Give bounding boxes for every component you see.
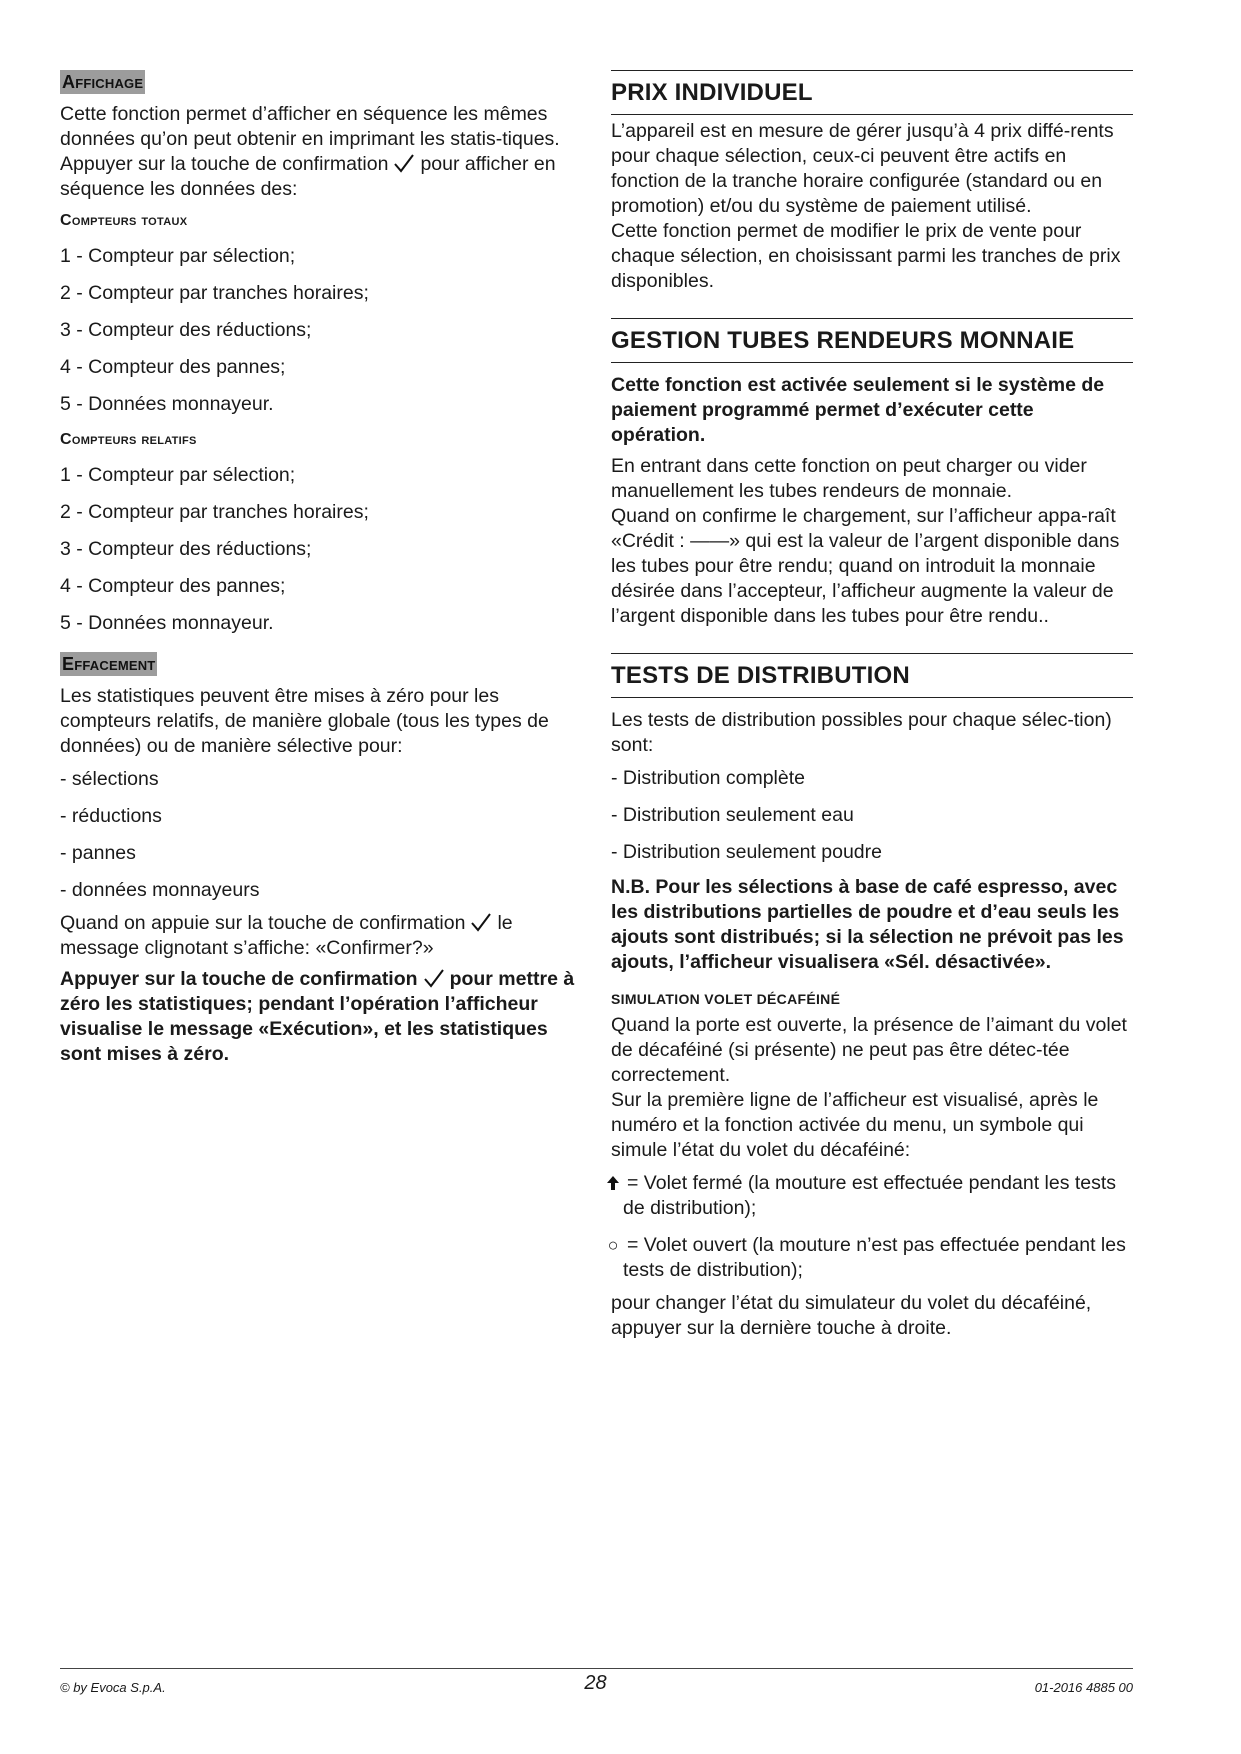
- tests-distribution-section: [607, 653, 1133, 1341]
- gestion-bold-note: Cette fonction est activée seulement si le système de paiement programmé permet d’exécuter cette opération.: [611, 374, 1105, 446]
- gestion-paragraph-2: Quand on confirme le chargement, sur l’afficheur appa-raît: [611, 505, 1116, 527]
- compteurs-totaux-heading: Compteurs totaux: [60, 212, 188, 229]
- list-item: 3 - Compteur des réductions;: [60, 538, 312, 560]
- affichage-heading: Affichage: [62, 72, 144, 92]
- compteurs-relatifs-list: [60, 463, 585, 636]
- list-item: - pannes: [60, 842, 136, 864]
- prix-individuel-title: PRIX INDIVIDUEL: [611, 71, 1133, 115]
- tests-intro: Les tests de distribution possibles pour chaque sélec-tion) sont:: [611, 709, 1112, 756]
- simulation-paragraph-1: Quand la porte est ouverte, la présence de l’aimant du volet de décaféiné (si présente) ne peut pas être détec-tée correctement.: [611, 1014, 1127, 1086]
- list-item: 1 - Compteur par sélection;: [60, 464, 296, 486]
- footer-doc-code: 01-2016 4885 00: [1034, 1680, 1133, 1695]
- effacement-bold-instruction: Appuyer sur la touche de confirmation pour mettre à zéro les statistiques; pendant l’opération l’afficheur visualise le message «Exécution», et les statistiques sont mises à zéro.: [60, 968, 575, 1065]
- tests-nb-note: N.B. Pour les sélections à base de café espresso, avec les distributions partielles de poudre et d’eau seuls les ajouts sont distribués; si la sélection ne prévoit pas les ajouts, l’afficheur visualisera «Sél. désactivée».: [611, 876, 1124, 973]
- list-item: - Distribution complète: [611, 767, 805, 789]
- simulation-paragraph-2: Sur la première ligne de l’afficheur est visualisé, après le numéro et la fonction activée du menu, un symbole qui simule l’état du volet du décaféiné:: [611, 1089, 1099, 1161]
- list-item: - données monnayeurs: [60, 879, 260, 901]
- page-number: 28: [584, 1672, 607, 1694]
- gestion-tubes-section: [611, 318, 1133, 629]
- effacement-list: [60, 767, 585, 903]
- volet-ferme-item: = Volet fermé (la mouture est effectuée pendant les tests de distribution);: [611, 1171, 1133, 1221]
- gestion-paragraph-1: En entrant dans cette fonction on peut charger ou vider manuellement les tubes rendeurs de monnaie.: [611, 455, 1087, 502]
- gestion-paragraph-3: «Crédit : ——» qui est la valeur de l’argent disponible dans les tubes pour être rendu; quand on introduit la monnaie désirée dans l’accepteur, l’afficheur augmente la valeur de l’argent disponible dans les tubes pour être rendu..: [611, 530, 1120, 627]
- affichage-instruction: Appuyer sur la touche de confirmation pour afficher en séquence les données des:: [60, 153, 556, 200]
- simulation-volet-heading: SIMULATION VOLET DÉCAFÉINÉ: [611, 991, 841, 1007]
- effacement-confirm-text: Quand on appuie sur la touche de confirmation le message clignotant s’affiche: «Confirmer?»: [60, 912, 513, 959]
- checkmark-icon: [392, 152, 416, 174]
- list-item: - sélections: [60, 768, 159, 790]
- list-item: 4 - Compteur des pannes;: [60, 575, 286, 597]
- affichage-intro: Cette fonction permet d’afficher en séquence les mêmes données qu’on peut obtenir en imprimant les statis-tiques.: [60, 103, 560, 150]
- footer-copyright: © by Evoca S.p.A.: [60, 1680, 166, 1695]
- compteurs-totaux-list: [60, 244, 585, 417]
- checkmark-icon: [422, 967, 446, 989]
- effacement-heading: Effacement: [62, 654, 156, 674]
- list-item: - Distribution seulement eau: [611, 804, 854, 826]
- effacement-intro: Les statistiques peuvent être mises à zéro pour les compteurs relatifs, de manière globale (tous les types de données) ou de manière sélective pour:: [60, 685, 549, 757]
- right-column: [607, 70, 1133, 1341]
- arrow-up-icon: [611, 1171, 627, 1196]
- list-item: 2 - Compteur par tranches horaires;: [60, 282, 369, 304]
- footer-divider: [60, 1668, 1133, 1669]
- list-item: 1 - Compteur par sélection;: [60, 245, 296, 267]
- simulation-paragraph-3: pour changer l’état du simulateur du volet du décaféiné, appuyer sur la dernière touche à droite.: [611, 1292, 1092, 1339]
- list-item: - Distribution seulement poudre: [611, 841, 882, 863]
- gestion-tubes-title: GESTION TUBES RENDEURS MONNAIE: [611, 319, 1133, 363]
- list-item: 5 - Données monnayeur.: [60, 612, 274, 634]
- compteurs-relatifs-heading: Compteurs relatifs: [60, 431, 197, 448]
- list-item: 2 - Compteur par tranches horaires;: [60, 501, 369, 523]
- volet-ouvert-item: ○ = Volet ouvert (la mouture n’est pas effectuée pendant les tests de distribution);: [607, 1234, 1126, 1281]
- tests-list: [611, 766, 1133, 865]
- list-item: 5 - Données monnayeur.: [60, 393, 274, 415]
- list-item: 4 - Compteur des pannes;: [60, 356, 286, 378]
- prix-paragraph-1: L’appareil est en mesure de gérer jusqu’à 4 prix diffé-rents pour chaque sélection, ceux-ci peuvent être actifs en fonction de la tranche horaire configurée (standard ou en promotion) et/ou du système de paiement utilisé.: [611, 120, 1114, 217]
- prix-individuel-section: [611, 70, 1133, 294]
- left-column: [60, 70, 585, 1067]
- tests-distribution-title: TESTS DE DISTRIBUTION: [611, 654, 1133, 698]
- list-item: 3 - Compteur des réductions;: [60, 319, 312, 341]
- prix-paragraph-2: Cette fonction permet de modifier le prix de vente pour chaque sélection, en choisissant parmi les tranches de prix disponibles.: [611, 220, 1121, 292]
- list-item: - réductions: [60, 805, 162, 827]
- circle-icon: ○: [607, 1235, 619, 1255]
- checkmark-icon: [469, 911, 493, 933]
